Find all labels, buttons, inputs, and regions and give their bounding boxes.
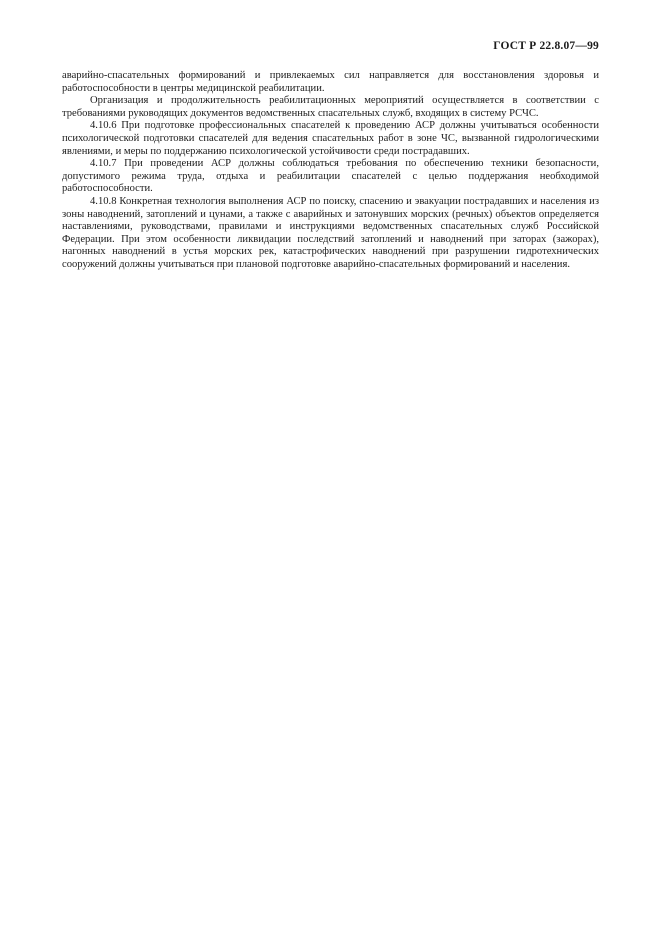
body-text [62, 70, 599, 272]
paragraph-rehabilitation-organization: Организация и продолжительность реабилитационных мероприятий осуществляется в соответствии с требованиями руководящих документов ведомственных спасательных служб, входящих в систему РСЧС. [62, 95, 599, 119]
standard-code-header: ГОСТ Р 22.8.07—99 [493, 40, 599, 52]
paragraph-4-10-6: 4.10.6 При подготовке профессиональных спасателей к проведению АСР должны учитываться особенности психологической подготовки спасателей для ведения спасательных работ в зоне ЧС, вызванной гидрологическими явлениями, и меры по поддержанию психологической устойчивости среди пострадавших. [62, 120, 599, 157]
paragraph-4-10-7: 4.10.7 При проведении АСР должны соблюдаться требования по обеспечению техники безопасности, допустимого режима труда, отдыха и реабилитации спасателей с целью поддержания необходимой работоспособности. [62, 158, 599, 195]
paragraph-continuation: аварийно-спасательных формирований и привлекаемых сил направляется для восстановления здоровья и работоспособности в центры медицинской реабилитации. [62, 70, 599, 94]
paragraph-4-10-8: 4.10.8 Конкретная технология выполнения АСР по поиску, спасению и эвакуации пострадавших и населения из зоны наводнений, затоплений и цунами, а также с аварийных и затонувших морских (речных) объектов определяется наставлениями, руководствами, правилами и инструкциями ведомственных спасательных служб Российской Федерации. При этом особенности ликвидации последствий затоплений и наводнений при заторах (зажорах), нагонных наводнений в устья морских рек, катастрофических наводнений при разрушении гидротехнических сооружений должны учитываться при плановой подготовке аварийно-спасательных формирований и населения. [62, 195, 599, 270]
